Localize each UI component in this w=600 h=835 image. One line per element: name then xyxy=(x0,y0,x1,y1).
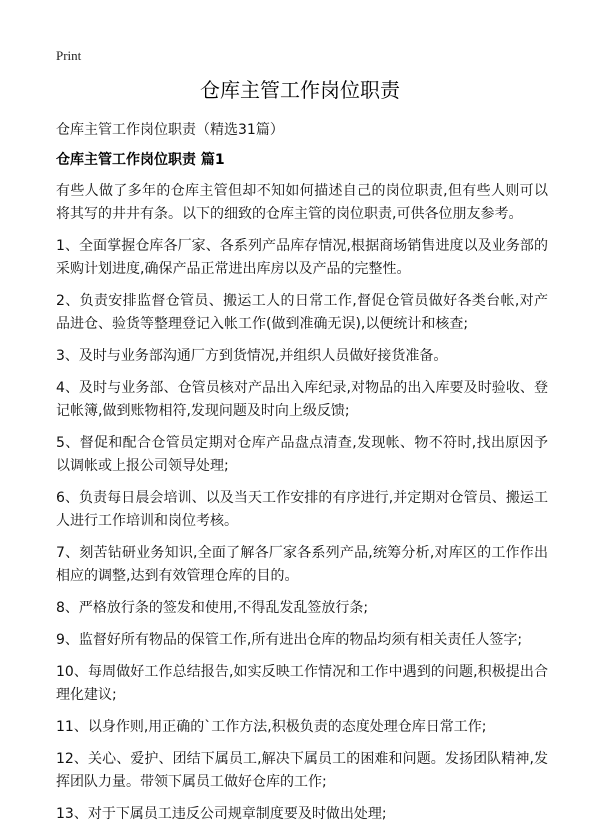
intro-paragraph: 有些人做了多年的仓库主管但却不知如何描述自己的岗位职责,但有些人则可以将其写的井井有条。以下的细致的仓库主管的岗位职责,可供各位朋友参考。 xyxy=(56,183,548,222)
duty-item-10: 10、每周做好工作总结报告,如实反映工作情况和工作中遇到的问题,积极提出合理化建议; xyxy=(56,664,548,703)
duty-item-9: 9、监督好所有物品的保管工作,所有进出仓库的物品均须有相关责任人签字; xyxy=(56,632,523,648)
duty-item-12: 12、关心、爱护、团结下属员工,解决下属员工的困难和问题。发扬团队精神,发挥团队力量。带领下属员工做好仓库的工作; xyxy=(56,751,548,790)
page-title: 仓库主管工作岗位职责 xyxy=(200,78,400,102)
duty-item-3: 3、及时与业务部沟通厂方到货情况,并组织人员做好接货准备。 xyxy=(56,348,448,364)
duty-item-2: 2、负责安排监督仓管员、搬运工人的日常工作,督促仓管员做好各类台帐,对产品进仓、验货等整理登记入帐工作(做到准确无误),以便统计和核查; xyxy=(56,293,548,332)
duty-item-1: 1、全面掌握仓库各厂家、各系列产品库存情况,根据商场销售进度以及业务部的采购计划进度,确保产品正常进出库房以及产品的完整性。 xyxy=(56,238,548,277)
duty-item-8: 8、严格放行条的签发和使用,不得乱发乱签放行条; xyxy=(56,600,369,616)
duty-item-11: 11、以身作则,用正确的`工作方法,积极负责的态度处理仓库日常工作; xyxy=(56,719,487,735)
print-link[interactable]: Print xyxy=(56,48,82,63)
document-subtitle: 仓库主管工作岗位职责（精选31篇） xyxy=(56,122,284,138)
duty-item-7: 7、刻苦钻研业务知识,全面了解各厂家各系列产品,统筹分析,对库区的工作作出相应的调整,达到有效管理仓库的目的。 xyxy=(56,545,548,584)
duty-item-5: 5、督促和配合仓管员定期对仓库产品盘点清查,发现帐、物不符时,找出原因予以调帐或上报公司领导处理; xyxy=(56,435,548,474)
duty-item-6: 6、负责每日晨会培训、以及当天工作安排的有序进行,并定期对仓管员、搬运工人进行工作培训和岗位考核。 xyxy=(56,490,548,529)
section-heading: 仓库主管工作岗位职责 篇1 xyxy=(56,152,225,168)
article-body xyxy=(56,180,548,835)
duty-item-13: 13、对于下属员工违反公司规章制度要及时做出处理; xyxy=(56,806,387,822)
duty-item-4: 4、及时与业务部、仓管员核对产品出入库纪录,对物品的出入库要及时验收、登记帐簿,做到账物相符,发现问题及时向上级反馈; xyxy=(56,380,548,419)
